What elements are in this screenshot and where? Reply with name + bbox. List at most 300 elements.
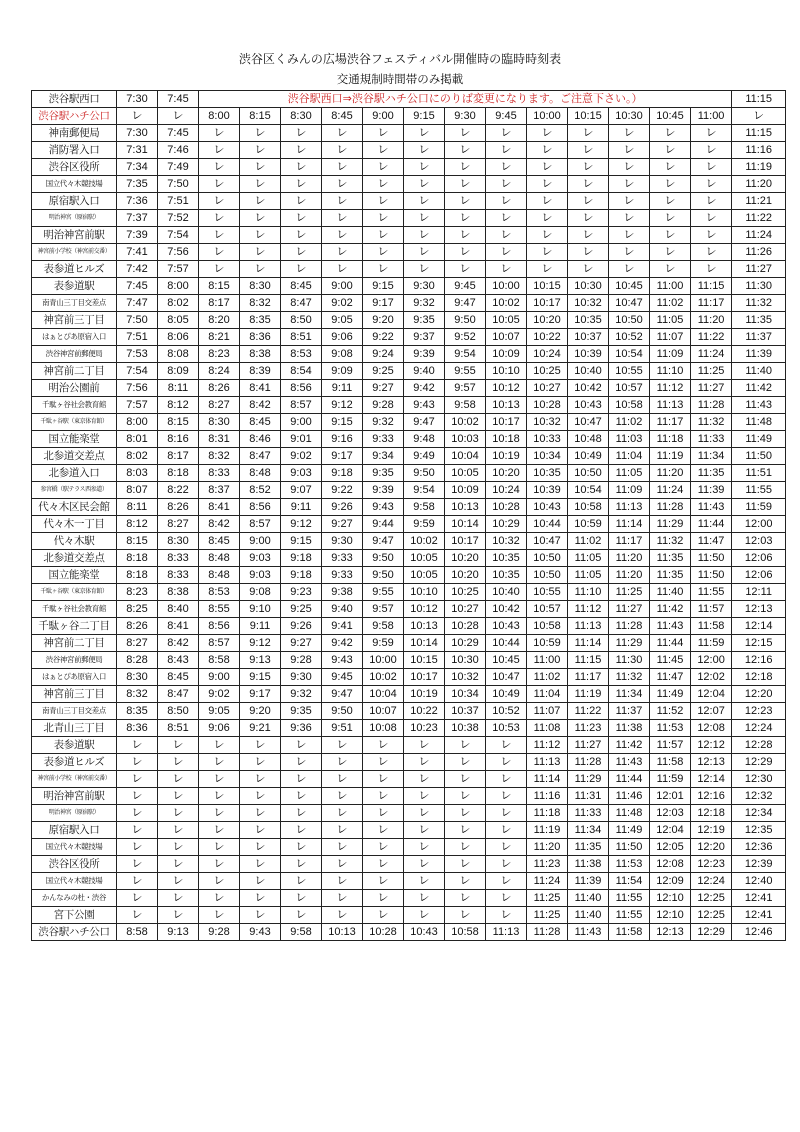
time-cell: 11:26: [732, 244, 786, 261]
table-row: [32, 210, 786, 227]
time-cell: レ: [568, 142, 609, 159]
time-cell: 11:13: [568, 618, 609, 635]
time-cell: レ: [404, 788, 445, 805]
time-cell: 10:23: [404, 720, 445, 737]
time-cell: 11:44: [650, 635, 691, 652]
time-cell: 8:57: [281, 397, 322, 414]
time-cell: 10:47: [568, 414, 609, 431]
time-cell: 9:26: [281, 618, 322, 635]
time-cell: レ: [404, 159, 445, 176]
table-row: [32, 312, 786, 329]
time-cell: レ: [650, 142, 691, 159]
time-cell: 10:04: [445, 448, 486, 465]
table-row: [32, 754, 786, 771]
stop-name: 神南郵便局: [32, 125, 117, 142]
stop-name: かんなみの杜・渋谷: [32, 890, 117, 907]
time-cell: 10:25: [445, 584, 486, 601]
time-cell: 11:43: [568, 924, 609, 941]
time-cell: 7:54: [117, 363, 158, 380]
time-cell: 12:25: [691, 907, 732, 924]
time-cell: 10:57: [609, 380, 650, 397]
time-cell: レ: [158, 890, 199, 907]
time-cell: 7:54: [158, 227, 199, 244]
time-cell: レ: [691, 176, 732, 193]
time-cell: 10:02: [486, 295, 527, 312]
time-cell: レ: [691, 142, 732, 159]
time-cell: レ: [486, 856, 527, 873]
time-cell: 8:01: [117, 431, 158, 448]
time-cell: 10:34: [527, 448, 568, 465]
time-cell: 8:56: [199, 618, 240, 635]
time-cell: 9:15: [322, 414, 363, 431]
time-cell: レ: [322, 805, 363, 822]
time-cell: レ: [240, 754, 281, 771]
time-cell: レ: [691, 210, 732, 227]
time-cell: 8:36: [240, 329, 281, 346]
time-cell: レ: [117, 737, 158, 754]
time-cell: 11:50: [691, 567, 732, 584]
time-cell: レ: [158, 873, 199, 890]
time-cell: レ: [445, 142, 486, 159]
time-cell: 8:39: [240, 363, 281, 380]
time-cell: レ: [527, 159, 568, 176]
time-cell: レ: [240, 142, 281, 159]
time-cell: 12:08: [691, 720, 732, 737]
time-cell: レ: [486, 873, 527, 890]
time-cell: 9:52: [445, 329, 486, 346]
time-cell: 9:12: [281, 516, 322, 533]
time-cell: 11:20: [609, 550, 650, 567]
time-cell: 11:57: [691, 601, 732, 618]
time-cell: 11:14: [568, 635, 609, 652]
time-cell: レ: [199, 788, 240, 805]
time-cell: 11:51: [732, 465, 786, 482]
time-cell: 9:47: [322, 686, 363, 703]
time-cell: 10:58: [527, 618, 568, 635]
time-cell: 8:58: [117, 924, 158, 941]
time-cell: レ: [240, 890, 281, 907]
time-cell: レ: [691, 193, 732, 210]
time-cell: 11:18: [527, 805, 568, 822]
time-cell: レ: [240, 737, 281, 754]
time-cell: 7:46: [158, 142, 199, 159]
time-cell: 10:20: [445, 567, 486, 584]
time-cell: レ: [240, 227, 281, 244]
time-cell: 7:56: [158, 244, 199, 261]
time-cell: 10:17: [486, 414, 527, 431]
time-cell: 8:50: [281, 312, 322, 329]
time-cell: 11:58: [609, 924, 650, 941]
time-cell: 11:55: [609, 907, 650, 924]
time-cell: 10:43: [404, 924, 445, 941]
time-cell: 9:54: [445, 346, 486, 363]
time-cell: 9:42: [404, 380, 445, 397]
time-cell: 8:03: [117, 465, 158, 482]
time-cell: 9:47: [445, 295, 486, 312]
time-cell: 9:40: [404, 363, 445, 380]
time-cell: 10:55: [609, 363, 650, 380]
stop-name: 渋谷神宮前郵便局: [32, 346, 117, 363]
table-row: [32, 618, 786, 635]
time-cell: 10:00: [527, 108, 568, 125]
time-cell: レ: [281, 856, 322, 873]
time-cell: レ: [445, 227, 486, 244]
time-cell: 9:17: [322, 448, 363, 465]
time-cell: 11:05: [609, 465, 650, 482]
time-cell: レ: [486, 244, 527, 261]
time-cell: レ: [691, 261, 732, 278]
time-cell: レ: [199, 261, 240, 278]
time-cell: 11:38: [609, 720, 650, 737]
time-cell: 8:56: [281, 380, 322, 397]
time-cell: 11:40: [732, 363, 786, 380]
time-cell: 10:07: [486, 329, 527, 346]
time-cell: レ: [199, 210, 240, 227]
time-cell: 8:48: [240, 465, 281, 482]
table-row: [32, 924, 786, 941]
time-cell: 10:18: [486, 431, 527, 448]
time-cell: 10:09: [445, 482, 486, 499]
time-cell: 10:57: [527, 601, 568, 618]
time-cell: 11:13: [609, 499, 650, 516]
time-cell: レ: [445, 805, 486, 822]
time-cell: レ: [363, 210, 404, 227]
time-cell: 10:14: [404, 635, 445, 652]
time-cell: 11:40: [568, 907, 609, 924]
time-cell: 11:38: [568, 856, 609, 873]
time-cell: 11:27: [691, 380, 732, 397]
time-cell: 10:33: [527, 431, 568, 448]
time-cell: レ: [117, 805, 158, 822]
stop-name: 渋谷駅ハチ公口: [32, 924, 117, 941]
stop-name: 国立能楽堂: [32, 567, 117, 584]
time-cell: 9:28: [199, 924, 240, 941]
time-cell: 12:46: [732, 924, 786, 941]
time-cell: レ: [691, 244, 732, 261]
time-cell: 8:00: [117, 414, 158, 431]
time-cell: 10:15: [568, 108, 609, 125]
time-cell: 10:28: [445, 618, 486, 635]
time-cell: レ: [240, 771, 281, 788]
time-cell: レ: [732, 108, 786, 125]
time-cell: 9:28: [363, 397, 404, 414]
time-cell: 9:18: [281, 567, 322, 584]
time-cell: レ: [158, 907, 199, 924]
time-cell: 11:39: [691, 482, 732, 499]
time-cell: レ: [199, 227, 240, 244]
time-cell: 11:43: [732, 397, 786, 414]
time-cell: 7:47: [117, 295, 158, 312]
time-cell: 11:27: [609, 601, 650, 618]
time-cell: 9:50: [445, 312, 486, 329]
time-cell: レ: [404, 822, 445, 839]
time-cell: 9:43: [404, 397, 445, 414]
time-cell: 8:35: [240, 312, 281, 329]
time-cell: 8:42: [240, 397, 281, 414]
time-cell: 10:24: [486, 482, 527, 499]
time-cell: 10:28: [363, 924, 404, 941]
time-cell: 7:45: [158, 125, 199, 142]
time-cell: 8:08: [158, 346, 199, 363]
stop-name: 明治公園前: [32, 380, 117, 397]
time-cell: 11:37: [609, 703, 650, 720]
time-cell: 12:23: [691, 856, 732, 873]
time-cell: 9:37: [404, 329, 445, 346]
stop-name: 国立代々木競技場: [32, 839, 117, 856]
table-row: [32, 261, 786, 278]
time-cell: 11:19: [568, 686, 609, 703]
time-cell: 11:16: [527, 788, 568, 805]
time-cell: 9:18: [322, 465, 363, 482]
time-cell: 8:30: [240, 278, 281, 295]
table-row: [32, 176, 786, 193]
table-row: [32, 448, 786, 465]
time-cell: レ: [691, 125, 732, 142]
time-cell: 9:35: [404, 312, 445, 329]
time-cell: 9:15: [363, 278, 404, 295]
time-cell: 9:01: [281, 431, 322, 448]
time-cell: 11:47: [691, 533, 732, 550]
time-cell: レ: [445, 839, 486, 856]
time-cell: 8:22: [158, 482, 199, 499]
stop-name: 参宮橋（駅テラス西参道）: [32, 482, 117, 499]
time-cell: 9:30: [445, 108, 486, 125]
stop-name: 渋谷区役所: [32, 159, 117, 176]
time-cell: 9:35: [281, 703, 322, 720]
time-cell: 10:43: [486, 618, 527, 635]
time-cell: 10:10: [404, 584, 445, 601]
time-cell: 10:49: [568, 448, 609, 465]
time-cell: レ: [404, 210, 445, 227]
time-cell: 12:32: [732, 788, 786, 805]
time-cell: レ: [322, 193, 363, 210]
time-cell: レ: [322, 125, 363, 142]
time-cell: 9:58: [363, 618, 404, 635]
time-cell: 8:17: [158, 448, 199, 465]
table-row: [32, 482, 786, 499]
time-cell: 11:32: [650, 533, 691, 550]
time-cell: レ: [609, 125, 650, 142]
time-cell: 9:00: [199, 669, 240, 686]
time-cell: 9:17: [363, 295, 404, 312]
time-cell: 10:10: [486, 363, 527, 380]
stop-name: はぁとぴあ原宿入口: [32, 669, 117, 686]
time-cell: 11:24: [527, 873, 568, 890]
stop-name: 神宮前二丁目: [32, 363, 117, 380]
time-cell: レ: [568, 193, 609, 210]
table-row: [32, 295, 786, 312]
time-cell: 10:30: [445, 652, 486, 669]
time-cell: 8:18: [117, 550, 158, 567]
time-cell: 8:15: [199, 278, 240, 295]
time-cell: レ: [363, 856, 404, 873]
time-cell: 8:15: [240, 108, 281, 125]
time-cell: 12:01: [650, 788, 691, 805]
time-cell: 10:28: [527, 397, 568, 414]
time-cell: 10:54: [568, 482, 609, 499]
time-cell: レ: [527, 244, 568, 261]
time-cell: レ: [650, 261, 691, 278]
time-cell: 11:35: [650, 567, 691, 584]
time-cell: 10:52: [609, 329, 650, 346]
time-cell: 10:59: [527, 635, 568, 652]
stop-name: 宮下公園: [32, 907, 117, 924]
time-cell: 8:28: [117, 652, 158, 669]
time-cell: 12:29: [732, 754, 786, 771]
time-cell: 9:30: [322, 533, 363, 550]
time-cell: レ: [609, 193, 650, 210]
time-cell: 9:48: [404, 431, 445, 448]
time-cell: 9:50: [404, 465, 445, 482]
time-cell: 8:15: [117, 533, 158, 550]
time-cell: 12:39: [732, 856, 786, 873]
time-cell: 11:28: [650, 499, 691, 516]
time-cell: レ: [281, 771, 322, 788]
table-row: [32, 839, 786, 856]
time-cell: レ: [240, 261, 281, 278]
time-cell: レ: [322, 907, 363, 924]
time-cell: 8:06: [158, 329, 199, 346]
stop-name: 代々木駅: [32, 533, 117, 550]
time-cell: レ: [363, 142, 404, 159]
time-cell: レ: [117, 754, 158, 771]
time-cell: レ: [445, 771, 486, 788]
time-cell: 11:44: [609, 771, 650, 788]
time-cell: 11:43: [650, 618, 691, 635]
time-cell: 9:58: [445, 397, 486, 414]
stop-name: 国立代々木競技場: [32, 873, 117, 890]
time-cell: レ: [199, 822, 240, 839]
time-cell: レ: [404, 771, 445, 788]
time-cell: レ: [527, 261, 568, 278]
time-cell: レ: [404, 737, 445, 754]
time-cell: レ: [445, 754, 486, 771]
time-cell: レ: [691, 159, 732, 176]
time-cell: 11:40: [568, 890, 609, 907]
time-cell: 8:41: [158, 618, 199, 635]
time-cell: 8:26: [117, 618, 158, 635]
time-cell: 12:13: [691, 754, 732, 771]
time-cell: 9:45: [322, 669, 363, 686]
time-cell: 12:23: [732, 703, 786, 720]
time-cell: 12:05: [650, 839, 691, 856]
time-cell: 9:40: [322, 601, 363, 618]
time-cell: 11:29: [568, 771, 609, 788]
time-cell: 8:11: [117, 499, 158, 516]
time-cell: レ: [486, 159, 527, 176]
time-cell: 9:57: [445, 380, 486, 397]
time-cell: 9:13: [158, 924, 199, 941]
time-cell: レ: [486, 142, 527, 159]
time-cell: 11:57: [650, 737, 691, 754]
stop-name: 原宿駅入口: [32, 822, 117, 839]
time-cell: 11:49: [650, 686, 691, 703]
time-cell: 11:15: [691, 278, 732, 295]
time-cell: 11:27: [568, 737, 609, 754]
time-cell: 9:39: [404, 346, 445, 363]
time-cell: 10:13: [486, 397, 527, 414]
time-cell: レ: [527, 210, 568, 227]
time-cell: 10:47: [486, 669, 527, 686]
time-cell: 11:28: [568, 754, 609, 771]
time-cell: レ: [322, 822, 363, 839]
time-cell: 12:03: [732, 533, 786, 550]
time-cell: 12:30: [732, 771, 786, 788]
time-cell: 10:30: [568, 278, 609, 295]
time-cell: レ: [527, 193, 568, 210]
time-cell: レ: [240, 873, 281, 890]
time-cell: 11:59: [691, 635, 732, 652]
time-cell: 10:19: [486, 448, 527, 465]
timetable-body: [32, 91, 786, 941]
stop-name: 南青山三丁目交差点: [32, 703, 117, 720]
time-cell: 12:19: [691, 822, 732, 839]
time-cell: 11:32: [609, 669, 650, 686]
time-cell: レ: [363, 125, 404, 142]
time-cell: 11:17: [691, 295, 732, 312]
time-cell: 10:50: [527, 567, 568, 584]
time-cell: 7:31: [117, 142, 158, 159]
time-cell: 9:03: [281, 465, 322, 482]
time-cell: 9:44: [363, 516, 404, 533]
time-cell: 10:05: [404, 567, 445, 584]
time-cell: 8:57: [199, 635, 240, 652]
time-cell: レ: [363, 822, 404, 839]
table-row: [32, 567, 786, 584]
time-cell: 11:28: [691, 397, 732, 414]
time-cell: 7:51: [117, 329, 158, 346]
time-cell: 8:35: [117, 703, 158, 720]
time-cell: 9:08: [322, 346, 363, 363]
time-cell: レ: [117, 788, 158, 805]
table-row: [32, 244, 786, 261]
time-cell: 9:03: [240, 550, 281, 567]
time-cell: 7:35: [117, 176, 158, 193]
time-cell: レ: [199, 176, 240, 193]
stop-name: 渋谷駅西口: [32, 91, 117, 108]
time-cell: レ: [527, 125, 568, 142]
time-cell: レ: [650, 210, 691, 227]
time-cell: レ: [445, 788, 486, 805]
time-cell: 9:11: [322, 380, 363, 397]
time-cell: 9:33: [322, 550, 363, 567]
time-cell: レ: [281, 261, 322, 278]
time-cell: 9:06: [199, 720, 240, 737]
time-cell: レ: [568, 176, 609, 193]
time-cell: 9:58: [281, 924, 322, 941]
time-cell: 8:33: [199, 465, 240, 482]
table-row: [32, 108, 786, 125]
time-cell: 11:30: [609, 652, 650, 669]
time-cell: 9:00: [281, 414, 322, 431]
time-cell: 9:02: [322, 295, 363, 312]
time-cell: 9:32: [281, 686, 322, 703]
time-cell: 11:19: [650, 448, 691, 465]
time-cell: 10:58: [445, 924, 486, 941]
time-cell: レ: [363, 193, 404, 210]
time-cell: 11:13: [650, 397, 691, 414]
time-cell: レ: [117, 108, 158, 125]
time-cell: 9:00: [240, 533, 281, 550]
time-cell: 8:31: [199, 431, 240, 448]
time-cell: 10:27: [445, 601, 486, 618]
time-cell: 8:45: [281, 278, 322, 295]
time-cell: 11:54: [609, 873, 650, 890]
time-cell: 10:49: [486, 686, 527, 703]
time-cell: 11:20: [732, 176, 786, 193]
time-cell: 10:14: [445, 516, 486, 533]
time-cell: 9:16: [322, 431, 363, 448]
